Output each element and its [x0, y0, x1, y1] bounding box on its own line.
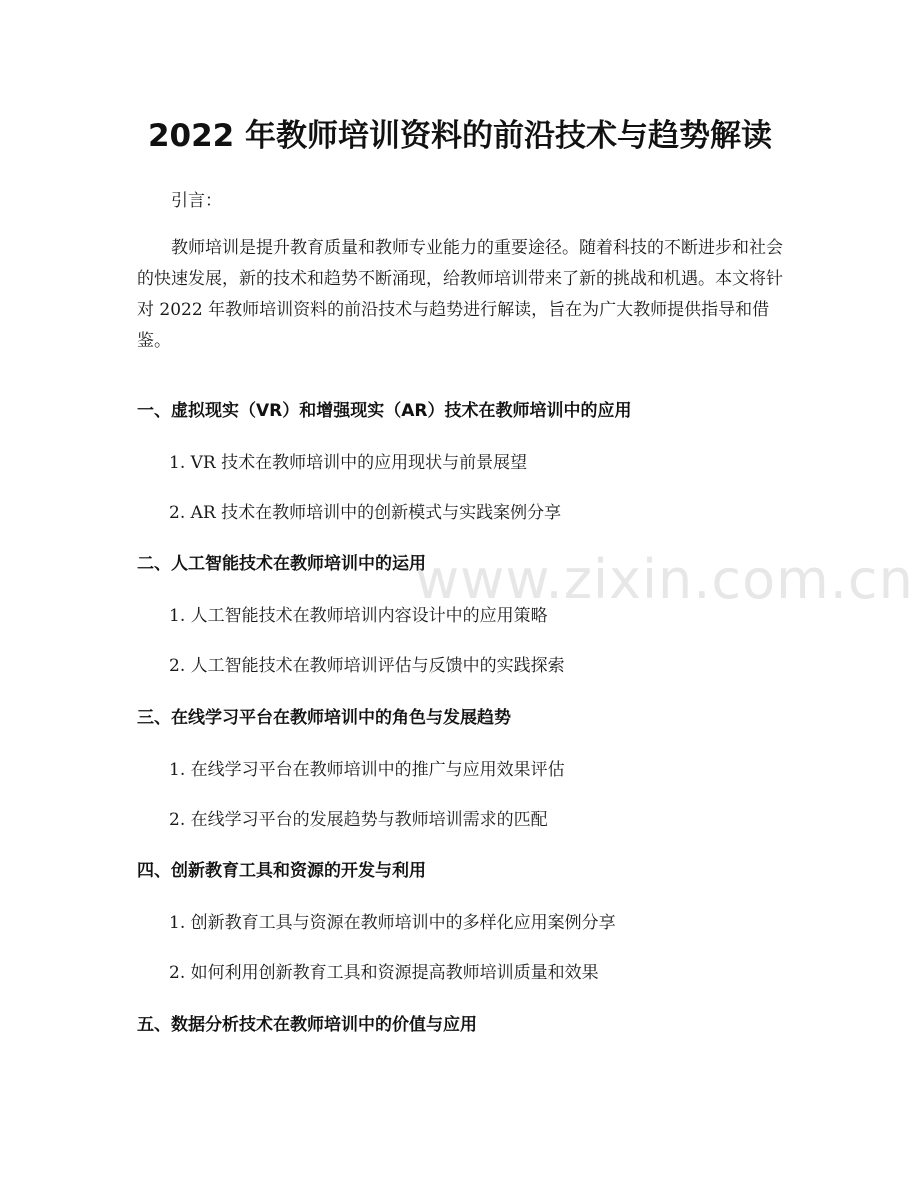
section-2-item-2: 2. 人工智能技术在教师培训评估与反馈中的实践探索 [169, 656, 565, 676]
section-4-item-1: 1. 创新教育工具与资源在教师培训中的多样化应用案例分享 [169, 913, 616, 933]
section-heading-1: 一、虚拟现实（VR）和增强现实（AR）技术在教师培训中的应用 [137, 401, 632, 421]
section-heading-4: 四、创新教育工具和资源的开发与利用 [137, 861, 426, 881]
section-4-item-2: 2. 如何利用创新教育工具和资源提高教师培训质量和效果 [169, 963, 599, 983]
section-2-item-1: 1. 人工智能技术在教师培训内容设计中的应用策略 [169, 606, 548, 626]
section-3-item-1: 1. 在线学习平台在教师培训中的推广与应用效果评估 [169, 760, 565, 780]
section-1-item-1: 1. VR 技术在教师培训中的应用现状与前景展望 [169, 453, 528, 473]
section-heading-2: 二、人工智能技术在教师培训中的运用 [137, 554, 426, 574]
document-title: 2022 年教师培训资料的前沿技术与趋势解读 [147, 118, 773, 154]
section-1-item-2: 2. AR 技术在教师培训中的创新模式与实践案例分享 [169, 503, 562, 523]
watermark: www.zixin.com.cn [415, 548, 914, 611]
intro-paragraph: 教师培训是提升教育质量和教师专业能力的重要途径。随着科技的不断进步和社会的快速发展，新的技术和趋势不断涌现，给教师培训带来了新的挑战和机遇。本文将针对 2022 年教师培训资料的前沿技术与趋势进行解读，旨在为广大教师提供指导和借鉴。 [137, 238, 783, 351]
section-3-item-2: 2. 在线学习平台的发展趋势与教师培训需求的匹配 [169, 810, 548, 830]
section-heading-5: 五、数据分析技术在教师培训中的价值与应用 [137, 1015, 477, 1035]
section-heading-3: 三、在线学习平台在教师培训中的角色与发展趋势 [137, 708, 511, 728]
intro-label: 引言： [171, 191, 222, 211]
